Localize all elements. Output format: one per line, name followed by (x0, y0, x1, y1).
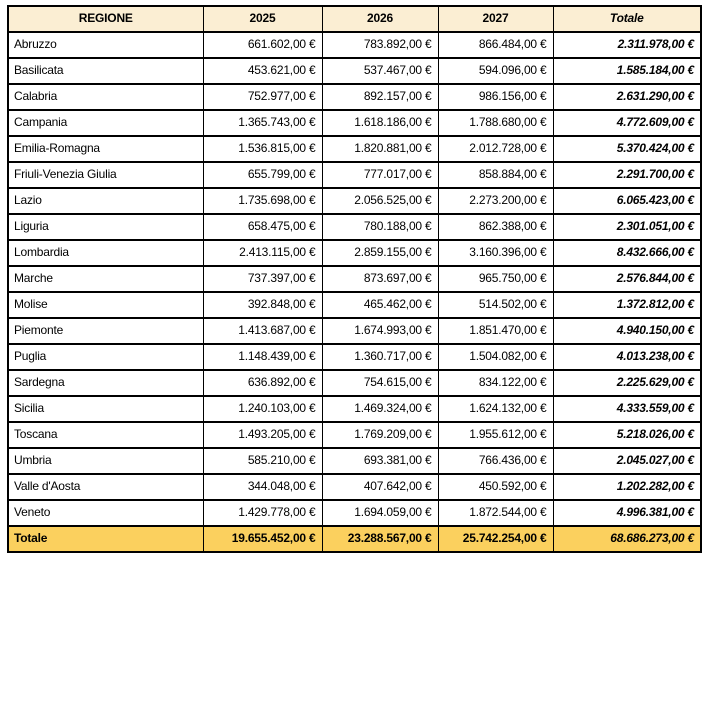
region-cell: Lombardia (8, 240, 203, 266)
header-regione: REGIONE (8, 6, 203, 32)
region-cell: Umbria (8, 448, 203, 474)
value-cell: 4.772.609,00 € (553, 110, 701, 136)
table-row (8, 422, 701, 448)
value-cell: 658.475,00 € (203, 214, 322, 240)
value-cell: 777.017,00 € (322, 162, 438, 188)
value-cell: 3.160.396,00 € (438, 240, 553, 266)
value-cell: 2.301.051,00 € (553, 214, 701, 240)
table-row (8, 32, 701, 58)
table-row (8, 474, 701, 500)
value-cell: 2.273.200,00 € (438, 188, 553, 214)
total-2025: 19.655.452,00 € (203, 526, 322, 552)
table-footer (8, 526, 701, 552)
value-cell: 858.884,00 € (438, 162, 553, 188)
value-cell: 392.848,00 € (203, 292, 322, 318)
value-cell: 453.621,00 € (203, 58, 322, 84)
value-cell: 1.202.282,00 € (553, 474, 701, 500)
value-cell: 2.576.844,00 € (553, 266, 701, 292)
value-cell: 783.892,00 € (322, 32, 438, 58)
value-cell: 1.372.812,00 € (553, 292, 701, 318)
table-row (8, 188, 701, 214)
table-header (8, 6, 701, 32)
value-cell: 693.381,00 € (322, 448, 438, 474)
regional-budget-table (7, 5, 702, 553)
header-row (8, 6, 701, 32)
value-cell: 636.892,00 € (203, 370, 322, 396)
value-cell: 1.429.778,00 € (203, 500, 322, 526)
value-cell: 892.157,00 € (322, 84, 438, 110)
table-row (8, 370, 701, 396)
value-cell: 5.370.424,00 € (553, 136, 701, 162)
header-totale: Totale (553, 6, 701, 32)
table-row (8, 448, 701, 474)
value-cell: 585.210,00 € (203, 448, 322, 474)
value-cell: 1.788.680,00 € (438, 110, 553, 136)
value-cell: 6.065.423,00 € (553, 188, 701, 214)
table-body (8, 32, 701, 526)
value-cell: 2.413.115,00 € (203, 240, 322, 266)
table-row (8, 136, 701, 162)
value-cell: 2.291.700,00 € (553, 162, 701, 188)
region-cell: Emilia-Romagna (8, 136, 203, 162)
value-cell: 1.504.082,00 € (438, 344, 553, 370)
value-cell: 965.750,00 € (438, 266, 553, 292)
value-cell: 2.631.290,00 € (553, 84, 701, 110)
value-cell: 1.694.059,00 € (322, 500, 438, 526)
value-cell: 1.536.815,00 € (203, 136, 322, 162)
value-cell: 1.955.612,00 € (438, 422, 553, 448)
value-cell: 1.624.132,00 € (438, 396, 553, 422)
region-cell: Valle d'Aosta (8, 474, 203, 500)
value-cell: 862.388,00 € (438, 214, 553, 240)
value-cell: 4.940.150,00 € (553, 318, 701, 344)
region-cell: Sardegna (8, 370, 203, 396)
value-cell: 2.311.978,00 € (553, 32, 701, 58)
table-row (8, 396, 701, 422)
value-cell: 450.592,00 € (438, 474, 553, 500)
value-cell: 655.799,00 € (203, 162, 322, 188)
region-cell: Campania (8, 110, 203, 136)
table-row (8, 214, 701, 240)
table-row (8, 344, 701, 370)
value-cell: 1.365.743,00 € (203, 110, 322, 136)
value-cell: 594.096,00 € (438, 58, 553, 84)
value-cell: 1.585.184,00 € (553, 58, 701, 84)
value-cell: 1.872.544,00 € (438, 500, 553, 526)
value-cell: 754.615,00 € (322, 370, 438, 396)
value-cell: 834.122,00 € (438, 370, 553, 396)
total-label: Totale (8, 526, 203, 552)
table-row (8, 84, 701, 110)
value-cell: 873.697,00 € (322, 266, 438, 292)
region-cell: Basilicata (8, 58, 203, 84)
table-row (8, 58, 701, 84)
region-cell: Puglia (8, 344, 203, 370)
value-cell: 1.820.881,00 € (322, 136, 438, 162)
value-cell: 2.225.629,00 € (553, 370, 701, 396)
value-cell: 5.218.026,00 € (553, 422, 701, 448)
total-row (8, 526, 701, 552)
value-cell: 8.432.666,00 € (553, 240, 701, 266)
region-cell: Marche (8, 266, 203, 292)
value-cell: 1.735.698,00 € (203, 188, 322, 214)
region-cell: Liguria (8, 214, 203, 240)
region-cell: Toscana (8, 422, 203, 448)
value-cell: 1.469.324,00 € (322, 396, 438, 422)
value-cell: 1.148.439,00 € (203, 344, 322, 370)
region-cell: Molise (8, 292, 203, 318)
value-cell: 2.045.027,00 € (553, 448, 701, 474)
value-cell: 344.048,00 € (203, 474, 322, 500)
value-cell: 737.397,00 € (203, 266, 322, 292)
value-cell: 514.502,00 € (438, 292, 553, 318)
region-cell: Friuli-Venezia Giulia (8, 162, 203, 188)
value-cell: 1.413.687,00 € (203, 318, 322, 344)
total-2027: 25.742.254,00 € (438, 526, 553, 552)
value-cell: 752.977,00 € (203, 84, 322, 110)
total-2026: 23.288.567,00 € (322, 526, 438, 552)
value-cell: 1.618.186,00 € (322, 110, 438, 136)
value-cell: 2.859.155,00 € (322, 240, 438, 266)
value-cell: 866.484,00 € (438, 32, 553, 58)
value-cell: 537.467,00 € (322, 58, 438, 84)
table-row (8, 318, 701, 344)
value-cell: 1.360.717,00 € (322, 344, 438, 370)
value-cell: 1.493.205,00 € (203, 422, 322, 448)
total-grand: 68.686.273,00 € (553, 526, 701, 552)
table-row (8, 292, 701, 318)
table-row (8, 162, 701, 188)
value-cell: 780.188,00 € (322, 214, 438, 240)
table-row (8, 240, 701, 266)
header-2026: 2026 (322, 6, 438, 32)
value-cell: 1.240.103,00 € (203, 396, 322, 422)
value-cell: 986.156,00 € (438, 84, 553, 110)
value-cell: 2.012.728,00 € (438, 136, 553, 162)
value-cell: 766.436,00 € (438, 448, 553, 474)
table-row (8, 500, 701, 526)
table-row (8, 266, 701, 292)
header-2027: 2027 (438, 6, 553, 32)
region-cell: Calabria (8, 84, 203, 110)
region-cell: Lazio (8, 188, 203, 214)
value-cell: 1.851.470,00 € (438, 318, 553, 344)
value-cell: 1.674.993,00 € (322, 318, 438, 344)
region-cell: Abruzzo (8, 32, 203, 58)
region-cell: Sicilia (8, 396, 203, 422)
region-cell: Piemonte (8, 318, 203, 344)
value-cell: 407.642,00 € (322, 474, 438, 500)
value-cell: 465.462,00 € (322, 292, 438, 318)
value-cell: 1.769.209,00 € (322, 422, 438, 448)
value-cell: 4.996.381,00 € (553, 500, 701, 526)
value-cell: 4.333.559,00 € (553, 396, 701, 422)
region-cell: Veneto (8, 500, 203, 526)
header-2025: 2025 (203, 6, 322, 32)
value-cell: 2.056.525,00 € (322, 188, 438, 214)
value-cell: 661.602,00 € (203, 32, 322, 58)
value-cell: 4.013.238,00 € (553, 344, 701, 370)
table-row (8, 110, 701, 136)
